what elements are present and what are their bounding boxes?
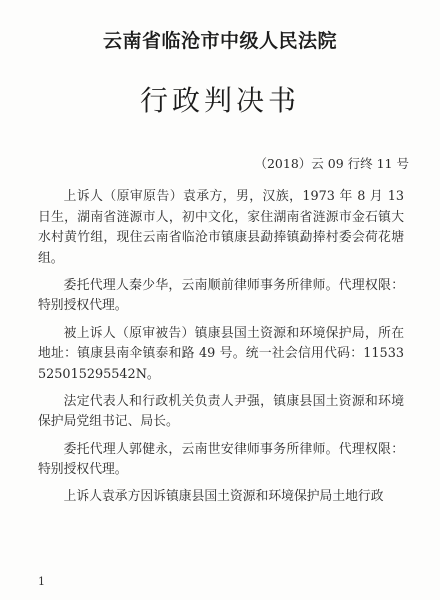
legal-representative-paragraph: 法定代表人和行政机关负责人尹强，镇康县国土资源和环境保护局党组书记、局长。 (38, 393, 404, 430)
court-name: 云南省临沧市中级人民法院 (102, 30, 337, 52)
page-number: 1 (38, 575, 45, 588)
case-intro-paragraph: 上诉人袁承方因诉镇康县国土资源和环境保护局土地行政 (63, 489, 384, 505)
case-number: （2018）云 09 行终 11 号 (254, 156, 409, 171)
appellee-paragraph: 被上诉人（原审被告）镇康县国土资源和环境保护局，所在地址：镇康县南伞镇泰和路 49 号。统一社会信用代码：11533525015295542N。 (38, 325, 404, 382)
appellee-agent-paragraph: 委托代理人郭健永，云南世安律师事务所律师。代理权限：特别授权代理。 (38, 441, 404, 478)
appellant-agent-paragraph: 委托代理人秦少华，云南顺前律师事务所律师。代理权限：特别授权代理。 (38, 277, 404, 314)
appellant-paragraph: 上诉人（原审原告）袁承方，男，汉族，1973 年 8 月 13 日生，湖南省涟源市人，初中文化，家住湖南省涟源市金石镇大水村黄竹组，现住云南省临沧市镇康县勐捧镇勐捧村委会荷花塘组。 (38, 189, 404, 266)
document-title: 行政判决书 (139, 84, 300, 117)
document-body (38, 187, 404, 514)
